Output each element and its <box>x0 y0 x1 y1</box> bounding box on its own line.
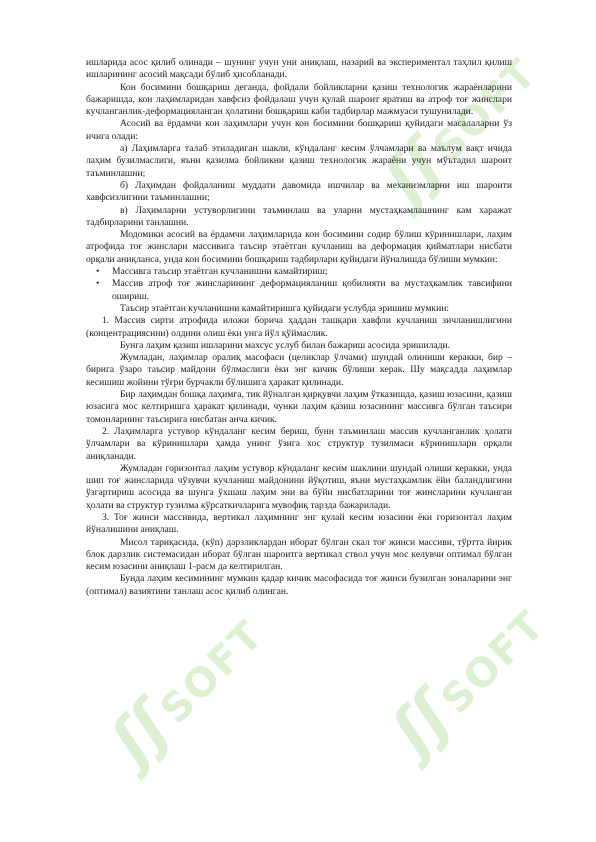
paragraph: Таъсир этаётган кучланишни камайтиришга қуйидаги услубда эришиш мумкин: <box>120 302 450 314</box>
watermark-word: SOFT <box>432 601 555 723</box>
paragraph: Бунга лаҳим қазиш ишларини махсус услуб билан бажариш асосида эришилади. <box>120 339 451 351</box>
watermark-glyph: ʃʃ <box>376 678 465 767</box>
watermark-glyph: ʃʃ <box>368 126 457 215</box>
numbered-paragraph: 2. Лаҳимларга устувор кўндаланг кесим бериш, бунн таъминлаш массив кучланганлик ҳолати ўлчамлари ва кўринишлари ҳамда унинг ўзига хос структур тузилмаси кўринишлари орқали аниқланади. <box>86 425 512 462</box>
watermark-logo <box>377 586 558 767</box>
bullet-item: • Массив атроф тоғ жинсларининг деформацияланиш қобилияти ва мустаҳкамлик тавсифини ошириш. <box>86 278 512 303</box>
bullet-item: • Массивга таъсир этаётган кучланишни камайтириш; <box>86 266 512 278</box>
watermark-glyph: ʃʃ <box>95 688 184 777</box>
watermark-word: SOFT <box>151 611 274 733</box>
paragraph: а) Лаҳимларга талаб этиладиган шакли, кўндаланг кесим ўлчамлари ва маълум вақт ичида лаҳим бузилмаслиги, яъни қазилма бойликни қазиш технологик жараёни учун мўътадил шароит таъминлашни; <box>86 143 512 179</box>
paragraph: Асосий ва ёрдамчи кон лаҳимлари учун кон босимини бошқариш қуйидаги масалаларни ўз ичига олади: <box>86 118 512 142</box>
numbered-paragraph: 3. Тоғ жинси массивида, вертикал лаҳимнинг энг қулай кесим юзасини ёки горизонтал лаҳим йўналишини аниқлаш. <box>86 511 512 536</box>
watermark-logo <box>96 596 277 777</box>
paragraph: Жумладан, лаҳимлар оралиқ масофаси (целиклар ўлчами) шундай олиниши керакки, бир – бирига ўзаро таъсир майдони бўлмаслиги ёки энг кичик бўлиши керак. Шу мақсадда лаҳимлар кесишиш жойини тўғри бурчакли бўлишига ҳаракат қилинади. <box>86 352 512 388</box>
paragraph: ишларида асос қилиб олинади – шунинг учун уни аниқлаш, назарий ва экспериментал таҳлил қилиш ишларининг асосий мақсади бўлиб ҳисобланади. <box>86 57 512 81</box>
numbered-paragraph: 1. Массив сирти атрофида иложи борича ҳаддан ташқари хавфли кучланиш зичланишлигини (концентрациясини) олдини олиш ёки унга йўл қўймаслик. <box>86 315 512 339</box>
paragraph: Кон босимини бошқариш деганда, фойдали бойликларни қазиш технологик жараёнларини бажаришда, кон лаҳимларидан хавфсиз фойдалаш учун қулай шароит яратиш ва атроф тоғ жинслари кучланганлик-деформацияланган ҳолатини бошқариш каби тадбирлар мажмуаси тушунилади. <box>86 81 512 118</box>
paragraph: в) Лаҳимларни устуворлигини таъминлаш ва уларни мустаҳкамлашнинг кам харажат тадбирларини танлашни. <box>86 204 512 228</box>
bullet-list <box>86 266 512 303</box>
paragraph: Жумладан горизонтал лаҳим устувор кўндаланг кесим шаклини шундай олиши керакки, унда шип тоғ жинсларида чўзувчи кучланиш майдонини йўқотиш, яъни мустаҳкамлик ёйи баландлигини ўзгартириш асосида ва шунга ўхшаш лаҳим эни ва бўйи нисбатларини тоғ жинсларини кучланган ҳолати ва структур тузилма кўрсаткичларига мувофиқ тарзда бажарилади. <box>86 462 512 511</box>
paragraph: Мисол тариқасида, (кўп) дарзликлардан иборат бўлган скал тоғ жинси массиви, тўртта йирик блок дарзлик системасидан иборат бўлган шароитга вертикал ствол учун мос келувчи оптимал бўлган кесим юзасини аниқлаш 1-расм да келтирилган. <box>86 536 512 573</box>
paragraph: Бир лаҳимдан бошқа лаҳимга, тик йўналган қирқувчи лаҳим ўтказишда, қазиш юзасини, қазиш юзасига мос келтиришга ҳаракат қилинади, чунки лаҳим қазиш юзасининг массивга бўлган таъсири томонларнинг таъсирига нисбатан анча кичик. <box>86 389 512 425</box>
paragraph: Бунда лаҳим кесимининг мумкин қадар кичик масофасида тоғ жинси бузилган зоналарини энг (оптимал) вазиятини танлаш асос қилиб олинган. <box>86 573 512 597</box>
paragraph: б) Лаҳимдан фойдаланиш муддати давомида ишчилар ва механизмларни иш шароити хавфсизлигини таъминлашни; <box>86 179 512 204</box>
document-body <box>86 57 512 598</box>
watermark-word: SOFT <box>424 49 547 171</box>
paragraph: Модомики асосий ва ёрдамчи лаҳимларида кон босимини содир бўлиш кўринишлари, лаҳим атрофида тоғ жинслари массивига таъсир этаётган кучланиш ва деформация қийматлари нисбати орқали аниқланса, унда кон босимини бошқариш тадбирлари қуйидаги йўналишда бўлиши мумкин: <box>86 229 512 265</box>
